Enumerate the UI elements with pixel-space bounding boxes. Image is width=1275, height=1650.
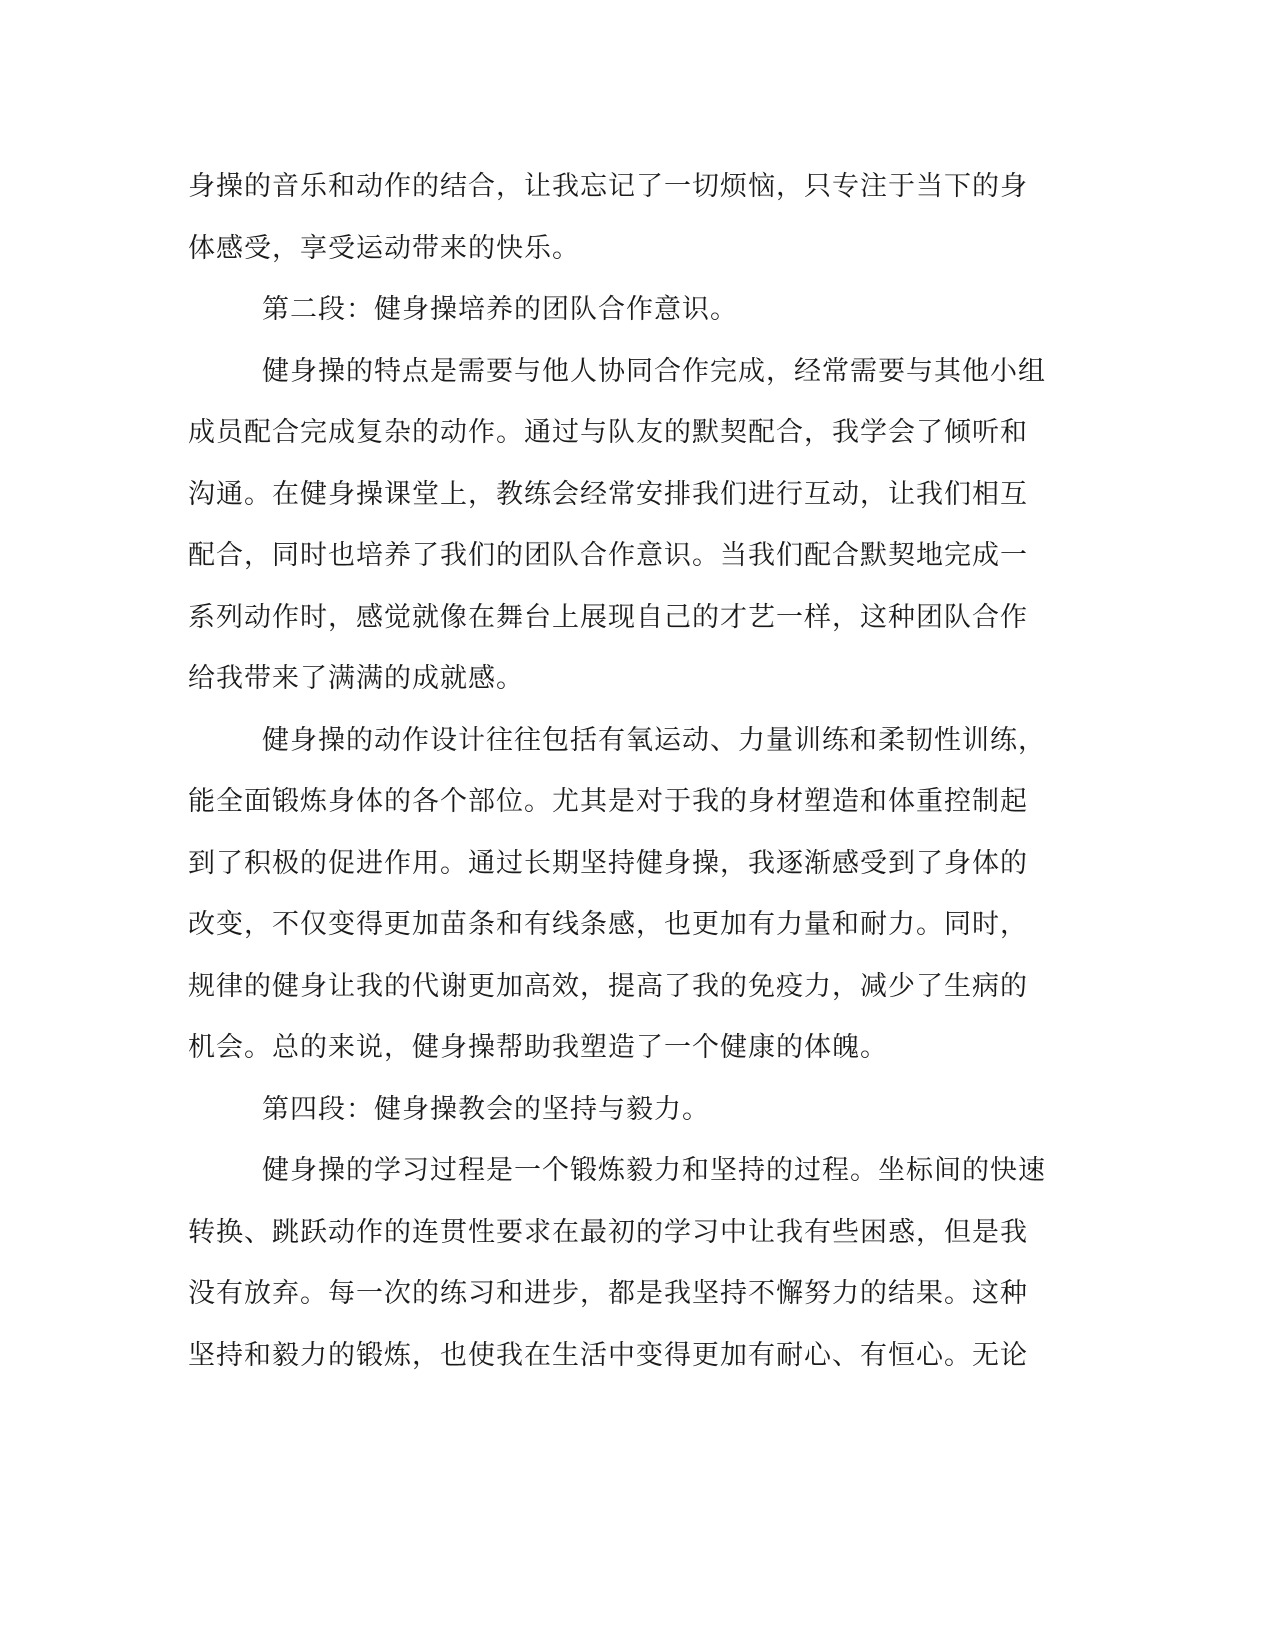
- text-line: 体感受，享受运动带来的快乐。: [188, 232, 580, 264]
- section-heading: 第四段：健身操教会的坚持与毅力。: [262, 1093, 710, 1125]
- text-line: 配合，同时也培养了我们的团队合作意识。当我们配合默契地完成一: [188, 540, 1028, 571]
- text-line: 到了积极的促进作用。通过长期坚持健身操，我逐渐感受到了身体的: [188, 847, 1028, 879]
- text-line: 没有放弃。每一次的练习和进步，都是我坚持不懈努力的结果。这种: [188, 1278, 1028, 1309]
- text-line: 机会。总的来说，健身操帮助我塑造了一个健康的体魄。: [188, 1032, 888, 1063]
- text-line: 健身操的特点是需要与他人协同合作完成，经常需要与其他小组: [262, 355, 1046, 387]
- text-line: 沟通。在健身操课堂上，教练会经常安排我们进行互动，让我们相互: [188, 478, 1028, 510]
- text-line: 给我带来了满满的成就感。: [188, 663, 524, 694]
- text-line: 系列动作时，感觉就像在舞台上展现自己的才艺一样，这种团队合作: [188, 601, 1028, 633]
- text-line: 成员配合完成复杂的动作。通过与队友的默契配合，我学会了倾听和: [188, 417, 1028, 448]
- section-heading: 第二段：健身操培养的团队合作意识。: [262, 294, 738, 325]
- text-line: 身操的音乐和动作的结合，让我忘记了一切烦恼，只专注于当下的身: [188, 171, 1028, 202]
- text-line: 转换、跳跃动作的连贯性要求在最初的学习中让我有些困惑，但是我: [188, 1216, 1028, 1248]
- text-line: 能全面锻炼身体的各个部位。尤其是对于我的身材塑造和体重控制起: [188, 786, 1028, 817]
- text-line: 健身操的动作设计往往包括有氧运动、力量训练和柔韧性训练，: [262, 724, 1046, 756]
- text-line: 改变，不仅变得更加苗条和有线条感，也更加有力量和耐力。同时，: [188, 909, 1028, 940]
- text-line: 坚持和毅力的锻炼，也使我在生活中变得更加有耐心、有恒心。无论: [188, 1339, 1028, 1371]
- body-text: [188, 156, 1088, 1386]
- text-line: 健身操的学习过程是一个锻炼毅力和坚持的过程。坐标间的快速: [262, 1155, 1046, 1186]
- text-line: 规律的健身让我的代谢更加高效，提高了我的免疫力，减少了生病的: [188, 970, 1028, 1002]
